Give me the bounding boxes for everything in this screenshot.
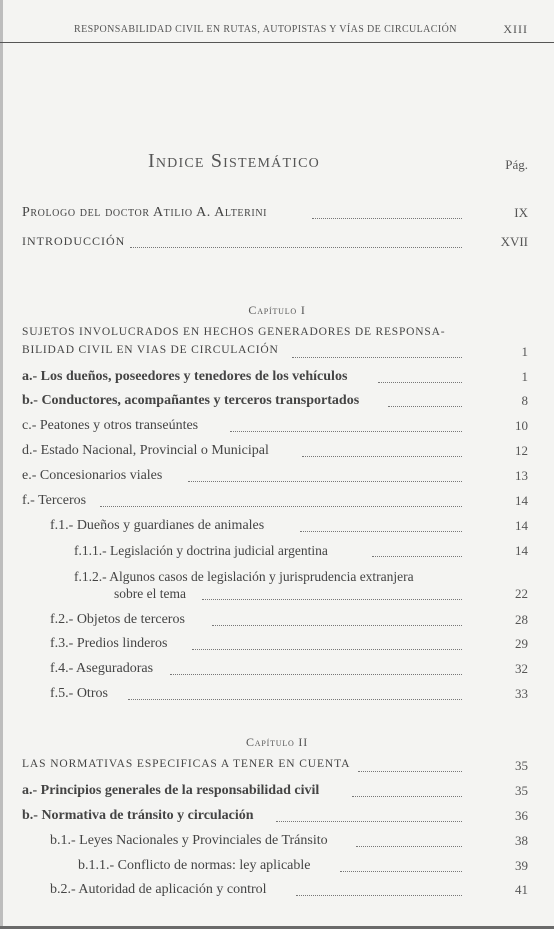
entry-page: 35 [515,758,528,773]
entry-text: f.1.- Dueños y guardianes de animales [50,518,265,533]
header-page-number: XIII [503,22,528,36]
chapter-1-label: Capítulo I [248,303,306,317]
entry-text: BILIDAD CIVIL EN VIAS DE CIRCULACIÓN [22,344,279,356]
entry-page: 41 [515,882,528,897]
entry-page: 14 [515,493,528,508]
toc-entry [0,393,554,413]
dot-leader [130,247,462,248]
toc-entry [0,518,554,538]
dot-leader [372,556,462,557]
entry-text: a.- Los dueños, poseedores y tenedores de los vehículos [22,369,348,384]
toc-entry [0,468,554,488]
dot-leader [188,481,462,482]
toc-entry [0,636,554,656]
toc-entry-line1: f.1.2.- Algunos casos de legislación y jurisprudencia extranjera [74,569,414,584]
dot-leader [230,431,462,432]
dot-leader [300,531,462,532]
toc-entry [0,543,554,563]
toc-entry [0,808,554,828]
chapter-1-heading-line2 [0,344,554,364]
entry-page: 1 [521,369,528,384]
dot-leader [356,846,462,847]
entry-page: 35 [515,783,528,798]
dot-leader [202,599,462,600]
toc-entry-prologo [0,205,554,225]
dot-leader [296,895,462,896]
entry-text: b.1.1.- Conflicto de normas: ley aplicable [78,858,311,873]
entry-text: b.1.- Leyes Nacionales y Provinciales de Tránsito [50,833,328,848]
chapter-2-label: Capítulo II [245,735,308,749]
entry-text: f.5.- Otros [50,686,108,701]
toc-entry [0,661,554,681]
entry-page: IX [514,205,528,220]
running-title: RESPONSABILIDAD CIVIL EN RUTAS, AUTOPISTAS Y VÍAS DE CIRCULACIÓN [74,24,457,35]
entry-page: 14 [515,518,528,533]
entry-page: 14 [515,543,528,558]
toc-entry [0,686,554,706]
toc-entry [0,833,554,853]
entry-page: 1 [521,344,528,359]
entry-page: 13 [515,468,528,483]
chapter-1-heading-line1: SUJETOS INVOLUCRADOS EN HECHOS GENERADORES DE RESPONSA- [22,326,446,338]
entry-page: 39 [515,858,528,873]
toc-entry [0,493,554,513]
toc-entry [0,882,554,902]
entry-page: 36 [515,808,528,823]
entry-page: 28 [515,612,528,627]
entry-text: INTRODUCCIÓN [22,234,126,248]
dot-leader [170,674,462,675]
dot-leader [212,625,462,626]
entry-page: 32 [515,661,528,676]
toc-entry [0,586,554,606]
toc-entry [0,418,554,438]
dot-leader [388,406,462,407]
entry-text: a.- Principios generales de la responsabilidad civil [22,783,320,798]
entry-text: LAS NORMATIVAS ESPECIFICAS A TENER EN CUENTA [22,758,351,770]
entry-text: f.4.- Aseguradoras [50,661,154,676]
dot-leader [358,771,462,772]
entry-text: Prologo del doctor Atilio A. Alterini [22,205,268,220]
entry-page: 33 [515,686,528,701]
toc-entry [0,443,554,463]
entry-text: e.- Concesionarios viales [22,468,163,483]
entry-text: sobre el tema [114,586,186,601]
running-header [0,20,554,43]
entry-page: 8 [521,393,528,408]
pag-column-label: Pág. [505,157,528,172]
toc-entry [0,369,554,389]
dot-leader [312,218,462,219]
entry-text: f.- Terceros [22,493,87,508]
entry-text: f.1.1.- Legislación y doctrina judicial argentina [74,543,328,558]
entry-page: 38 [515,833,528,848]
toc-entry [0,858,554,878]
chapter-2-heading [0,758,554,778]
dot-leader [100,506,462,507]
dot-leader [128,699,462,700]
dot-leader [378,382,462,383]
entry-text: d.- Estado Nacional, Provincial o Municipal [22,443,269,458]
dot-leader [276,821,462,822]
dot-leader [302,456,462,457]
toc-title: Indice Sistemático [148,150,320,172]
entry-page: 22 [515,586,528,601]
entry-text: b.2.- Autoridad de aplicación y control [50,882,267,897]
toc-entry-introduccion [0,234,554,254]
entry-page: 10 [515,418,528,433]
dot-leader [292,357,462,358]
entry-page: XVII [500,234,528,249]
entry-text: c.- Peatones y otros transeúntes [22,418,199,433]
dot-leader [192,649,462,650]
entry-text: b.- Normativa de tránsito y circulación [22,808,254,823]
dot-leader [352,796,462,797]
entry-text: b.- Conductores, acompañantes y terceros transportados [22,393,360,408]
entry-text: f.2.- Objetos de terceros [50,612,185,627]
entry-text: f.3.- Predios linderos [50,636,168,651]
toc-entry [0,612,554,632]
entry-page: 12 [515,443,528,458]
entry-page: 29 [515,636,528,651]
toc-entry [0,783,554,803]
dot-leader [340,871,462,872]
